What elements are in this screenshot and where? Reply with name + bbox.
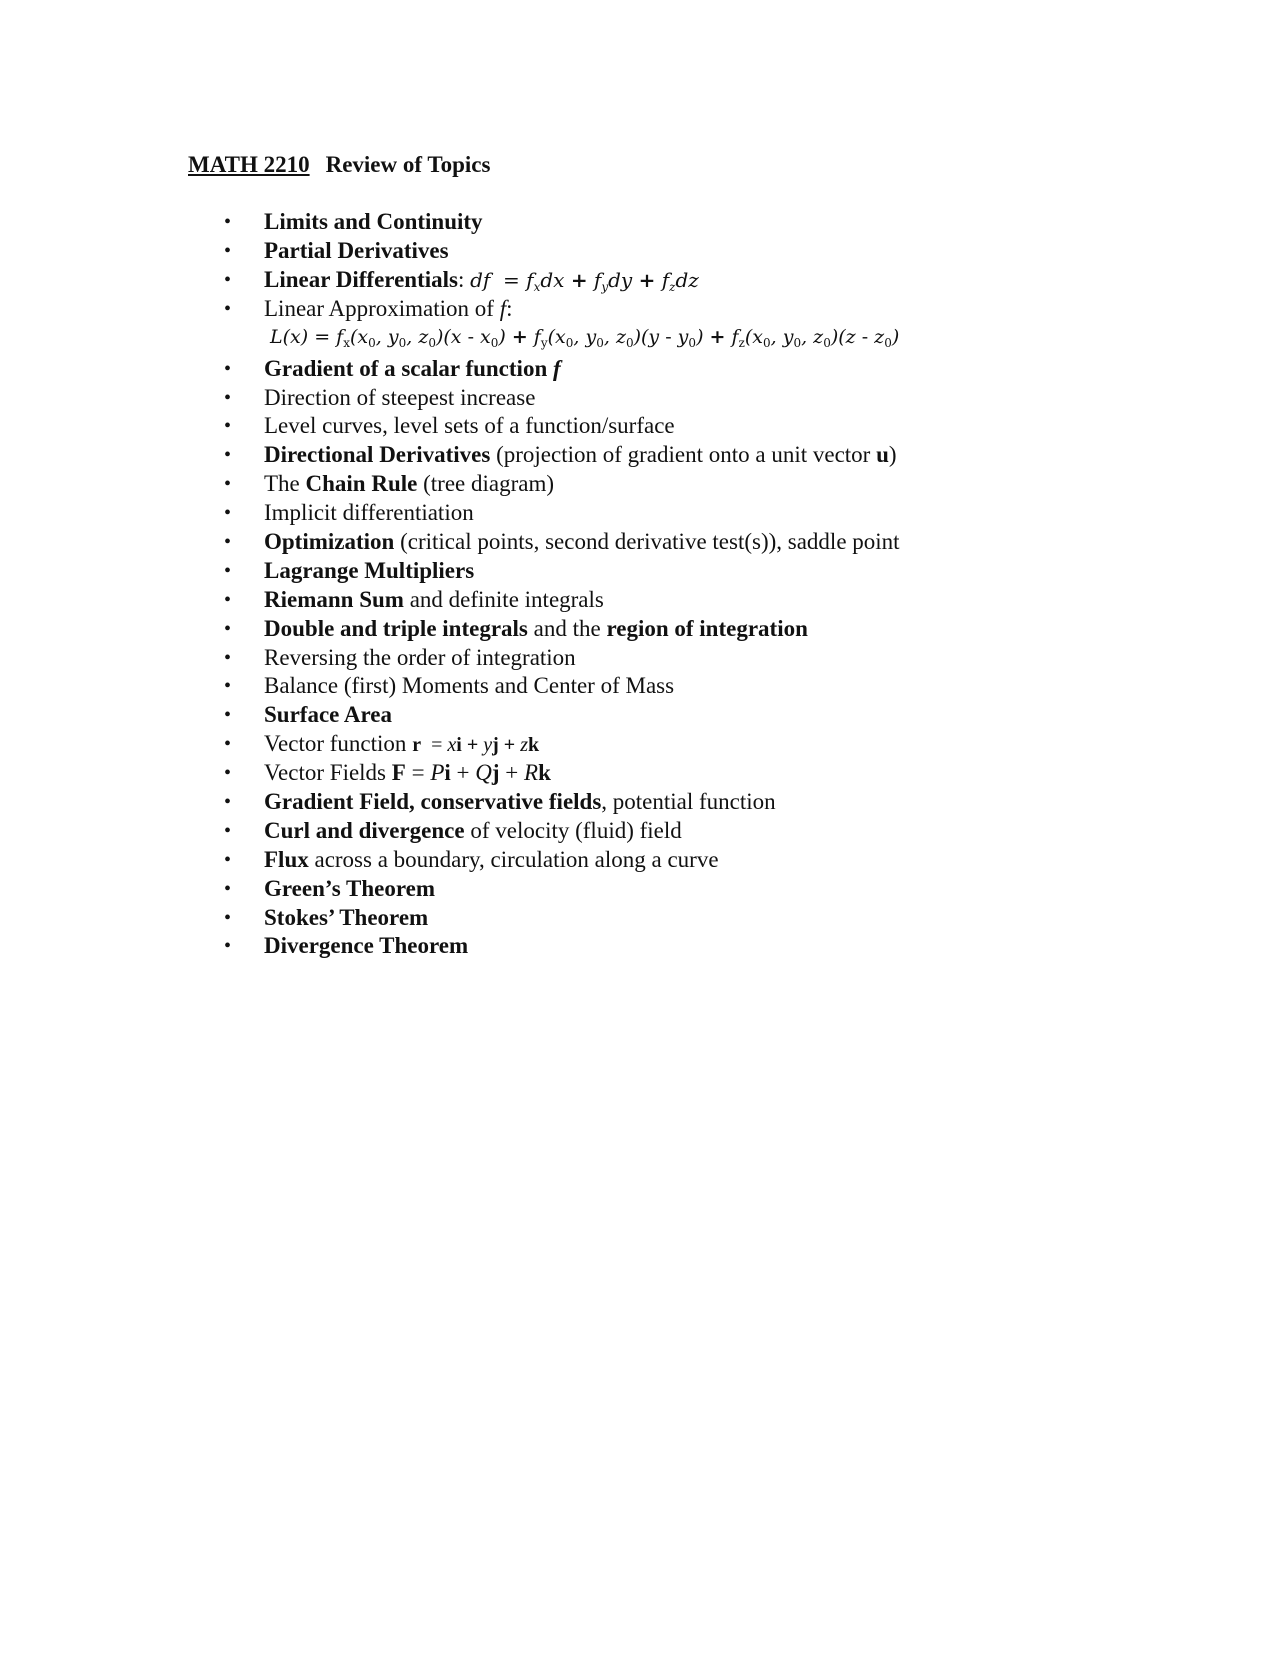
- topic-text: Directional Derivatives: [264, 442, 491, 468]
- bullet-icon: •: [224, 935, 232, 958]
- topic-text: (critical points, second derivative test(s)), saddle point: [394, 529, 900, 555]
- bullet-icon: •: [224, 357, 232, 380]
- title-text: Review of Topics: [325, 152, 491, 177]
- bullet-icon: •: [224, 444, 232, 467]
- topic-text: Level curves, level sets of a function/surface: [264, 413, 675, 439]
- topic-text: u: [876, 442, 889, 468]
- bullet-icon: •: [224, 239, 232, 262]
- linear-approximation-formula: $L(x) = f_x(x_0$, $y_0$, $z_0)(x - x_0) + f_y(x_0$, $y_0$, $z_0)(y - y_0) + f_z(x_0$, $y_0$, $z_0)(z - z_0)$: [270, 325, 900, 350]
- list-item: [224, 208, 900, 237]
- vector-field-formula: F = Pi + Qj + Rk: [391, 760, 551, 786]
- bullet-icon: •: [224, 617, 232, 640]
- list-item: [224, 499, 900, 528]
- bullet-icon: •: [224, 268, 232, 291]
- topic-text: Lagrange Multipliers: [264, 557, 475, 583]
- topic-text: Green’s Theorem: [264, 875, 435, 901]
- list-item: [224, 557, 900, 586]
- bullet-icon: •: [224, 646, 232, 669]
- topic-text: :: [457, 266, 465, 292]
- topic-text: Linear Approximation of: [264, 295, 500, 321]
- bullet-icon: •: [224, 675, 232, 698]
- topic-text: and the: [527, 615, 607, 641]
- course-code: MATH 2210: [188, 152, 310, 177]
- topic-text: Curl and divergence: [264, 817, 465, 843]
- topic-text: Riemann Sum: [264, 586, 404, 612]
- topic-text: ): [888, 442, 897, 468]
- list-item: [224, 875, 900, 904]
- page-title: [188, 152, 490, 178]
- topic-list: [224, 208, 900, 961]
- topic-text: Chain Rule: [305, 471, 418, 497]
- topic-text: (tree diagram): [417, 471, 555, 497]
- topic-text: Vector function: [264, 731, 413, 757]
- topic-text: :: [506, 295, 513, 321]
- bullet-icon: •: [224, 531, 232, 554]
- topic-text: region of integration: [606, 615, 808, 641]
- list-item: [224, 295, 900, 355]
- topic-text: , potential function: [601, 789, 776, 815]
- topic-text: Double and triple integrals: [264, 615, 528, 641]
- topic-text: f: [552, 355, 561, 381]
- differential-formula: df = $f_xdx + f_ydy + f_zdz$: [470, 267, 699, 294]
- topic-text: Partial Derivatives: [264, 237, 449, 263]
- list-item: [224, 788, 900, 817]
- bullet-icon: •: [224, 211, 232, 233]
- topic-text: (projection of gradient onto a unit vector: [490, 442, 877, 468]
- list-item: [224, 932, 900, 961]
- bullet-icon: •: [224, 819, 232, 842]
- topic-text: Limits and Continuity: [264, 209, 483, 234]
- topic-text: Balance (first) Moments and Center of Mass: [264, 673, 675, 699]
- list-item: [224, 672, 900, 701]
- topic-text: and definite integrals: [403, 586, 604, 612]
- list-item: [224, 904, 900, 933]
- topic-text: Divergence Theorem: [264, 933, 469, 959]
- list-item: [224, 817, 900, 846]
- bullet-icon: •: [224, 877, 232, 900]
- topic-text: Flux: [264, 846, 309, 872]
- topic-text: f: [499, 295, 507, 321]
- list-item: [224, 701, 900, 730]
- list-item: [224, 586, 900, 615]
- bullet-icon: •: [224, 502, 232, 525]
- topic-text: of velocity (fluid) field: [464, 817, 682, 843]
- bullet-icon: •: [224, 588, 232, 611]
- bullet-icon: •: [224, 762, 232, 785]
- list-item: [224, 412, 900, 441]
- list-item: [224, 384, 900, 413]
- topic-text: Optimization: [264, 529, 395, 555]
- topic-text: Vector Fields: [264, 760, 392, 786]
- list-item: [224, 528, 900, 557]
- topic-text: across a boundary, circulation along a curve: [308, 846, 719, 872]
- bullet-icon: •: [224, 386, 232, 409]
- topic-text: The: [264, 471, 306, 497]
- list-item: [224, 759, 900, 788]
- topic-text: Linear Differentials: [264, 266, 458, 292]
- bullet-icon: •: [224, 906, 232, 929]
- list-item: [224, 644, 900, 673]
- topic-text: Gradient of a scalar function: [264, 355, 553, 381]
- bullet-icon: •: [224, 297, 232, 320]
- topic-text: Direction of steepest increase: [264, 384, 536, 410]
- list-item: [224, 730, 900, 759]
- bullet-icon: •: [224, 791, 232, 814]
- topic-text: Surface Area: [264, 702, 392, 728]
- bullet-icon: •: [224, 473, 232, 496]
- bullet-icon: •: [224, 704, 232, 727]
- bullet-icon: •: [224, 559, 232, 582]
- list-item: [224, 470, 900, 499]
- list-item: [224, 266, 900, 295]
- list-item: [224, 846, 900, 875]
- topic-text: Stokes’ Theorem: [264, 904, 429, 930]
- bullet-icon: •: [224, 415, 232, 438]
- list-item: [224, 615, 900, 644]
- topic-text: Gradient Field, conservative fields: [264, 789, 602, 815]
- bullet-icon: •: [224, 848, 232, 871]
- list-item: [224, 237, 900, 266]
- topic-text: Implicit differentiation: [264, 500, 474, 526]
- list-item: [224, 441, 900, 470]
- list-item: [224, 355, 900, 384]
- vector-function-formula: r = xi + yj + zk: [412, 734, 540, 757]
- topic-text: Reversing the order of integration: [264, 644, 576, 670]
- bullet-icon: •: [224, 733, 232, 756]
